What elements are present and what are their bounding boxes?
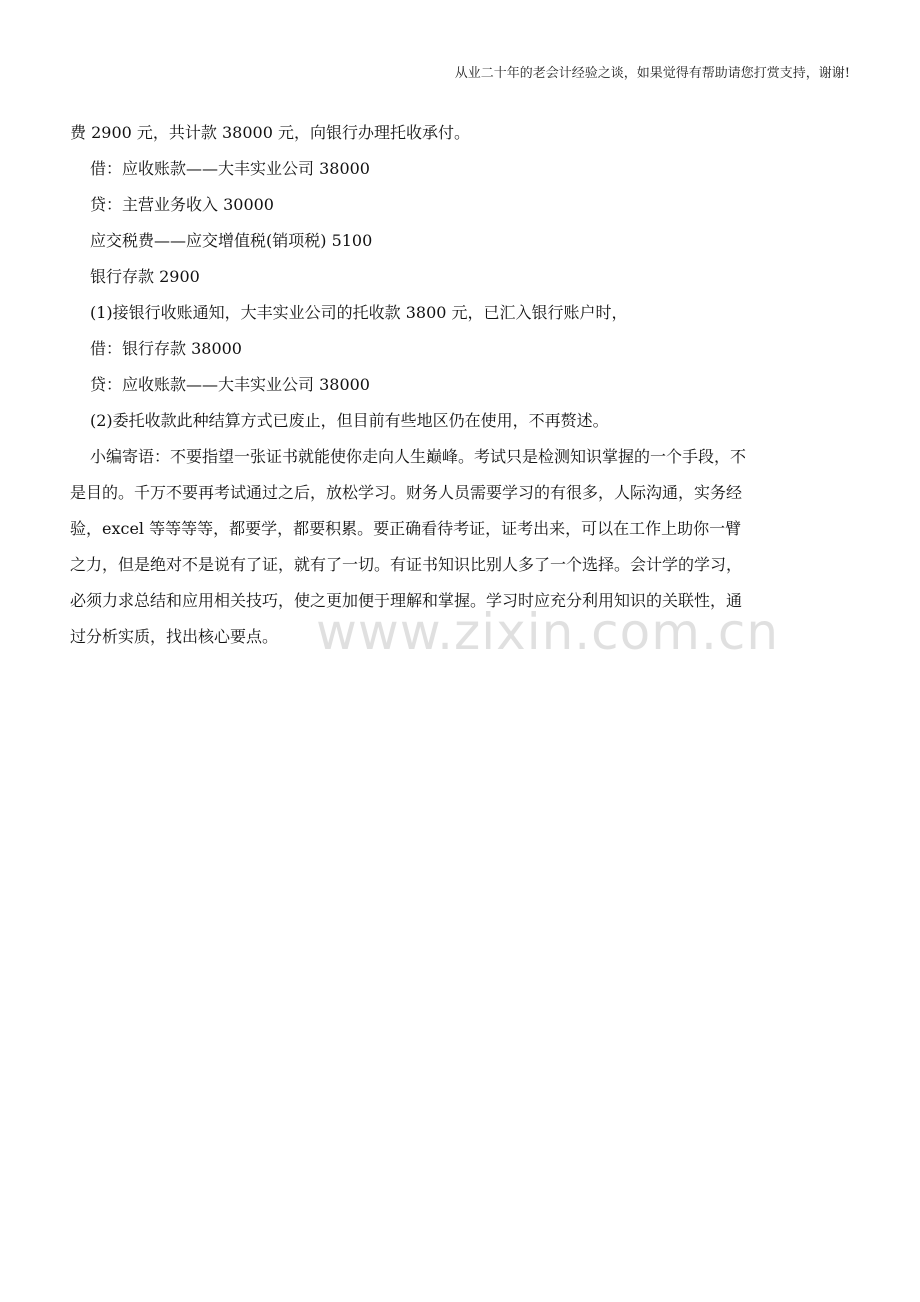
closing-paragraph-line: 验，excel 等等等等，都要学，都要积累。要正确看待考证，证考出来，可以在工作上助你一臂 <box>70 519 742 538</box>
body-line: 费 2900 元，共计款 38000 元，向银行办理托收承付。 <box>70 123 470 142</box>
document-body <box>70 115 852 655</box>
journal-entry-credit: 贷：主营业务收入 30000 <box>90 195 274 214</box>
journal-entry-tax: 应交税费——应交增值税(销项税) 5100 <box>90 231 373 250</box>
closing-paragraph-line: 是目的。千万不要再考试通过之后，放松学习。财务人员需要学习的有很多，人际沟通，实务经 <box>70 483 743 502</box>
closing-paragraph-line: 小编寄语：不要指望一张证书就能使你走向人生巅峰。考试只是检测知识掌握的一个手段，不 <box>90 447 747 466</box>
journal-entry-bank: 银行存款 2900 <box>90 267 200 286</box>
note-item-1: (1)接银行收账通知，大丰实业公司的托收款 3800 元，已汇入银行账户时， <box>90 303 628 322</box>
closing-paragraph-line: 必须力求总结和应用相关技巧，使之更加便于理解和掌握。学习时应充分利用知识的关联性，通 <box>70 591 743 610</box>
note-item-2: (2)委托收款此种结算方式已废止，但目前有些地区仍在使用，不再赘述。 <box>90 411 609 430</box>
closing-paragraph-line: 过分析实质，找出核心要点。 <box>70 627 279 646</box>
journal-entry-debit: 借：应收账款——大丰实业公司 38000 <box>90 159 370 178</box>
closing-paragraph-line: 之力，但是绝对不是说有了证，就有了一切。有证书知识比别人多了一个选择。会计学的学习， <box>70 555 743 574</box>
header-note: 从业二十年的老会计经验之谈，如果觉得有帮助请您打赏支持，谢谢! <box>454 66 850 81</box>
watermark: www.zixin.com.cn <box>316 603 780 661</box>
journal-entry-debit-2: 借：银行存款 38000 <box>90 339 242 358</box>
journal-entry-credit-2: 贷：应收账款——大丰实业公司 38000 <box>90 375 370 394</box>
